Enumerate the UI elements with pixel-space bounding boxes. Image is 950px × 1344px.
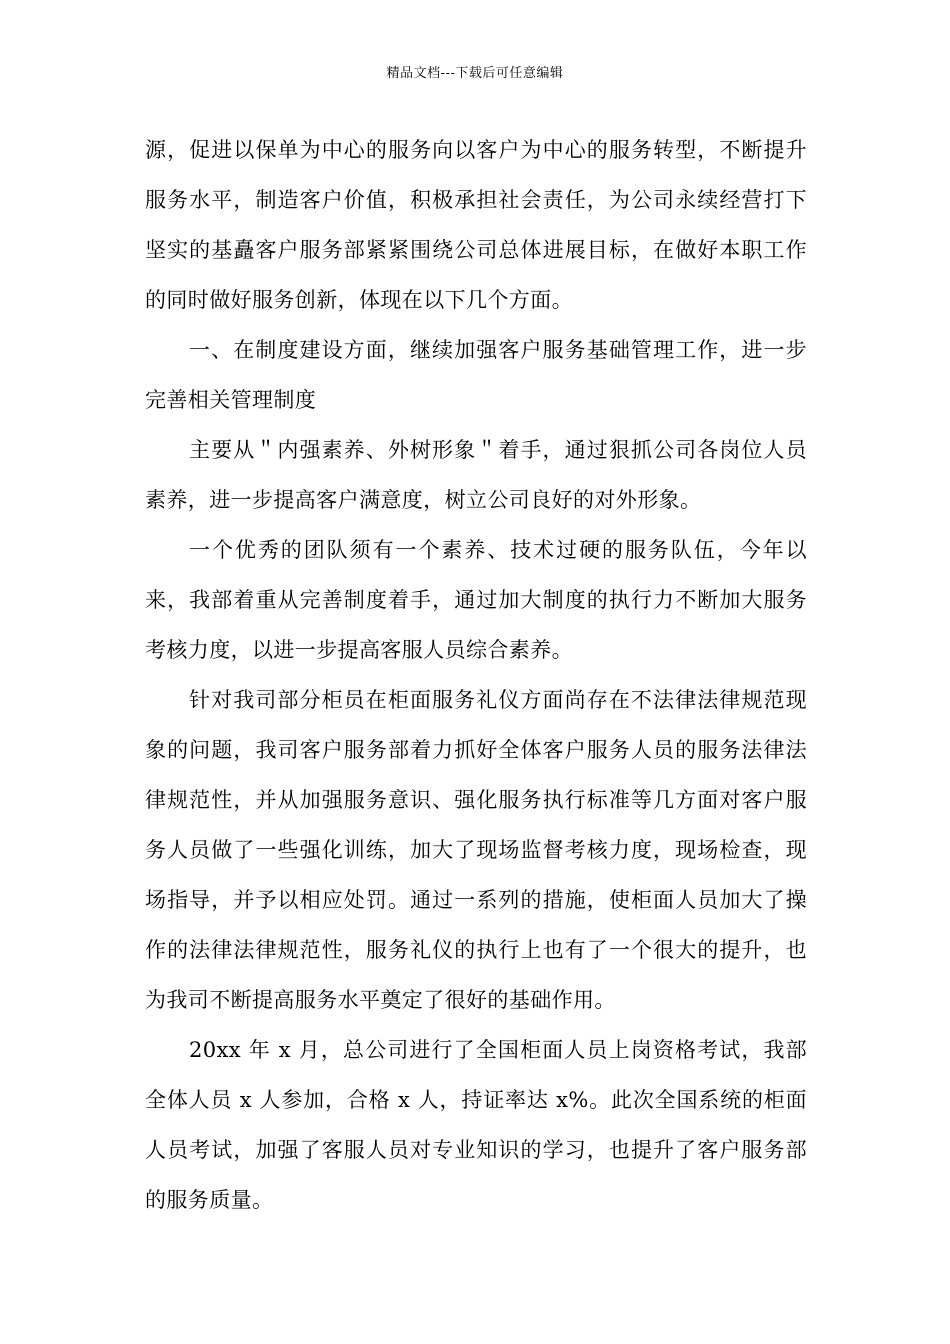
paragraph-3: 主要从＂内强素养、外树形象＂着手，通过狠抓公司各岗位人员素养，进一步提高客户满意度，树立公司良好的对外形象。 [145,438,807,512]
paragraph-1: 源，促进以保单为中心的服务向以客户为中心的服务转型，不断提升服务水平，制造客户价值，积极承担社会责任，为公司永续经营打下坚实的基矗客户服务部紧紧围绕公司总体进展目标，在做好本职工作的同时做好服务创新，体现在以下几个方面。 [145,138,807,312]
paragraph-5: 针对我司部分柜员在柜面服务礼仪方面尚存在不法律法律规范现象的问题，我司客户服务部着力抓好全体客户服务人员的服务法律法律规范性，并从加强服务意识、强化服务执行标准等几方面对客户服务人员做了一些强化训练，加大了现场监督考核力度，现场检查，现场指导，并予以相应处罚。通过一系列的措施，使柜面人员加大了操作的法律法律规范性，服务礼仪的执行上也有了一个很大的提升，也为我司不断提高服务水平奠定了很好的基础作用。 [145,688,807,1012]
document-body [145,125,807,1225]
paragraph-4: 一个优秀的团队须有一个素养、技术过硬的服务队伍，今年以来，我部着重从完善制度着手，通过加大制度的执行力不断加大服务考核力度，以进一步提高客服人员综合素养。 [145,538,807,662]
page-header: 精品文档---下载后可任意编辑 [386,66,564,81]
paragraph-2: 一、在制度建设方面，继续加强客户服务基础管理工作，进一步完善相关管理制度 [145,338,807,412]
paragraph-6: 20xx 年 x 月，总公司进行了全国柜面人员上岗资格考试，我部全体人员 x 人参加，合格 x 人，持证率达 x%。此次全国系统的柜面人员考试，加强了客服人员对专业知识的学习，也提升了客户服务部的服务质量。 [145,1038,807,1212]
